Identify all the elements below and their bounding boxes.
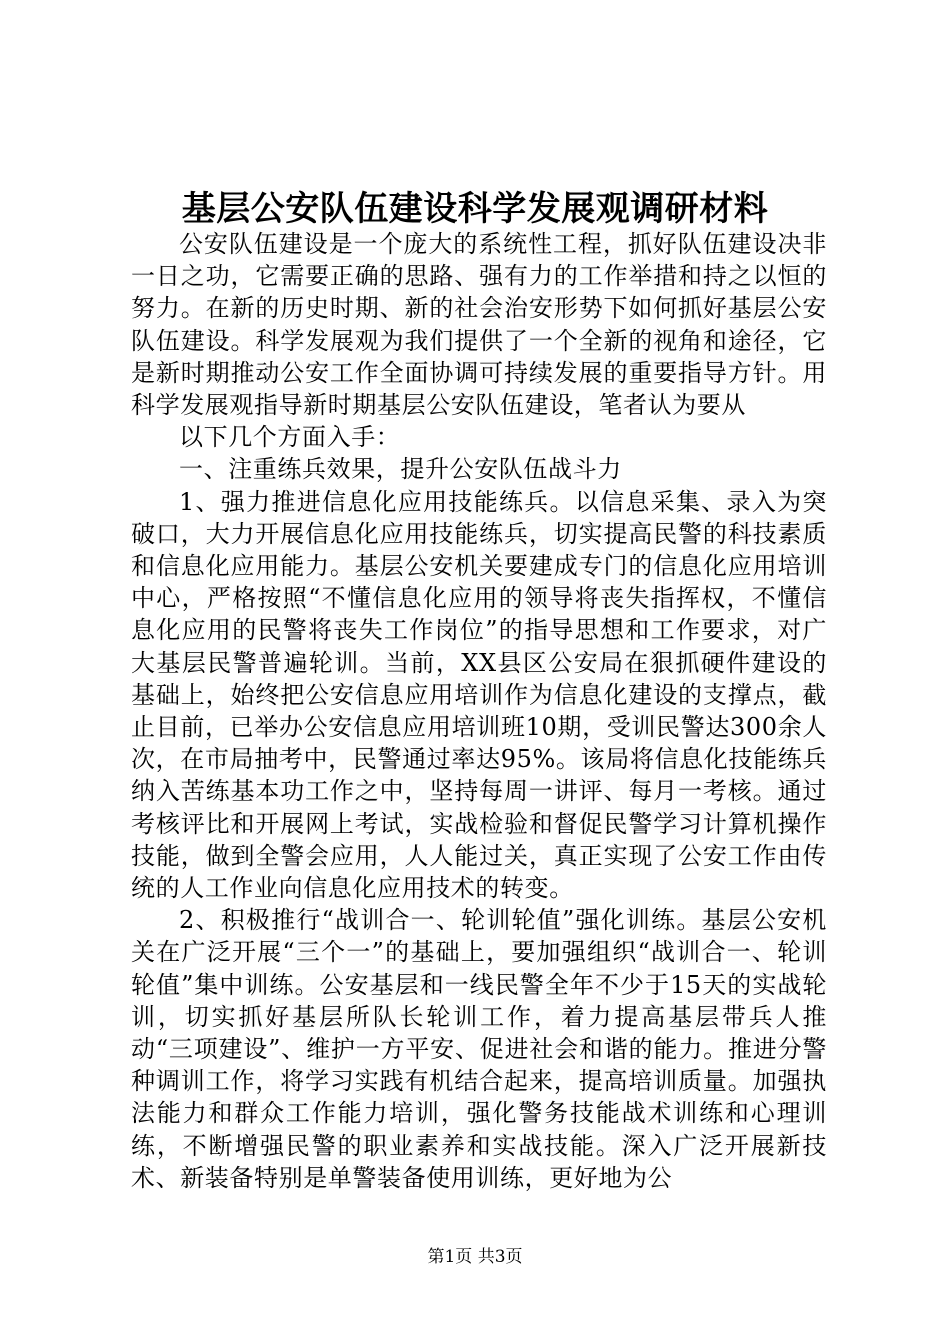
paragraph-intro-continued: 以下几个方面入手： [179, 423, 401, 452]
paragraph-intro: 公安队伍建设是一个庞大的系统性工程，抓好队伍建设决非一日之功，它需要正确的思路、强有力的工作举措和持之以恒的努力。在新的历史时期、新的社会治安形势下如何抓好基层公安队伍建设。科学发展观为我们提供了一个全新的视角和途径，它是新时期推动公安工作全面协调可持续发展的重要指导方针。用科学发展观指导新时期基层公安队伍建设，笔者认为要从 [131, 230, 827, 420]
paragraph-item-2: 2、积极推行“战训合一、轮训轮值”强化训练。基层公安机关在广泛开展“三个一”的基础上，要加强组织“战训合一、轮训轮值”集中训练。公安基层和一线民警全年不少于15天的实战轮训，切实抓好基层所队长轮训工作，着力提高基层带兵人推动“三项建设”、维护一方平安、促进社会和谐的能力。推进分警种调训工作，将学习实践有机结合起来，提高培训质量。加强执法能力和群众工作能力培训，强化警务技能战术训练和心理训练，不断增强民警的职业素养和实战技能。深入广泛开展新技术、新装备特别是单警装备使用训练，更好地为公 [131, 906, 827, 1192]
section-heading-1: 一、注重练兵效果，提升公安队伍战斗力 [179, 455, 622, 484]
document-body [131, 228, 827, 1194]
paragraph-item-1: 1、强力推进信息化应用技能练兵。以信息采集、录入为突破口，大力开展信息化应用技能练兵，切实提高民警的科技素质和信息化应用能力。基层公安机关要建成专门的信息化应用培训中心，严格按照“不懂信息化应用的领导将丧失指挥权，不懂信息化应用的民警将丧失工作岗位”的指导思想和工作要求，对广大基层民警普遍轮训。当前，XX县区公安局在狠抓硬件建设的基础上，始终把公安信息应用培训作为信息化建设的支撑点，截止目前，已举办公安信息应用培训班10期，受训民警达300余人次，在市局抽考中，民警通过率达95%。该局将信息化技能练兵纳入苦练基本功工作之中，坚持每周一讲评、每月一考核。通过考核评比和开展网上考试，实战检验和督促民警学习计算机操作技能，做到全警会应用，人人能过关，真正实现了公安工作由传统的人工作业向信息化应用技术的转变。 [131, 487, 827, 903]
page-indicator: 第1页 共3页 [427, 1247, 523, 1267]
document-title: 基层公安队伍建设科学发展观调研材料 [181, 189, 769, 229]
page-footer [0, 1245, 950, 1269]
